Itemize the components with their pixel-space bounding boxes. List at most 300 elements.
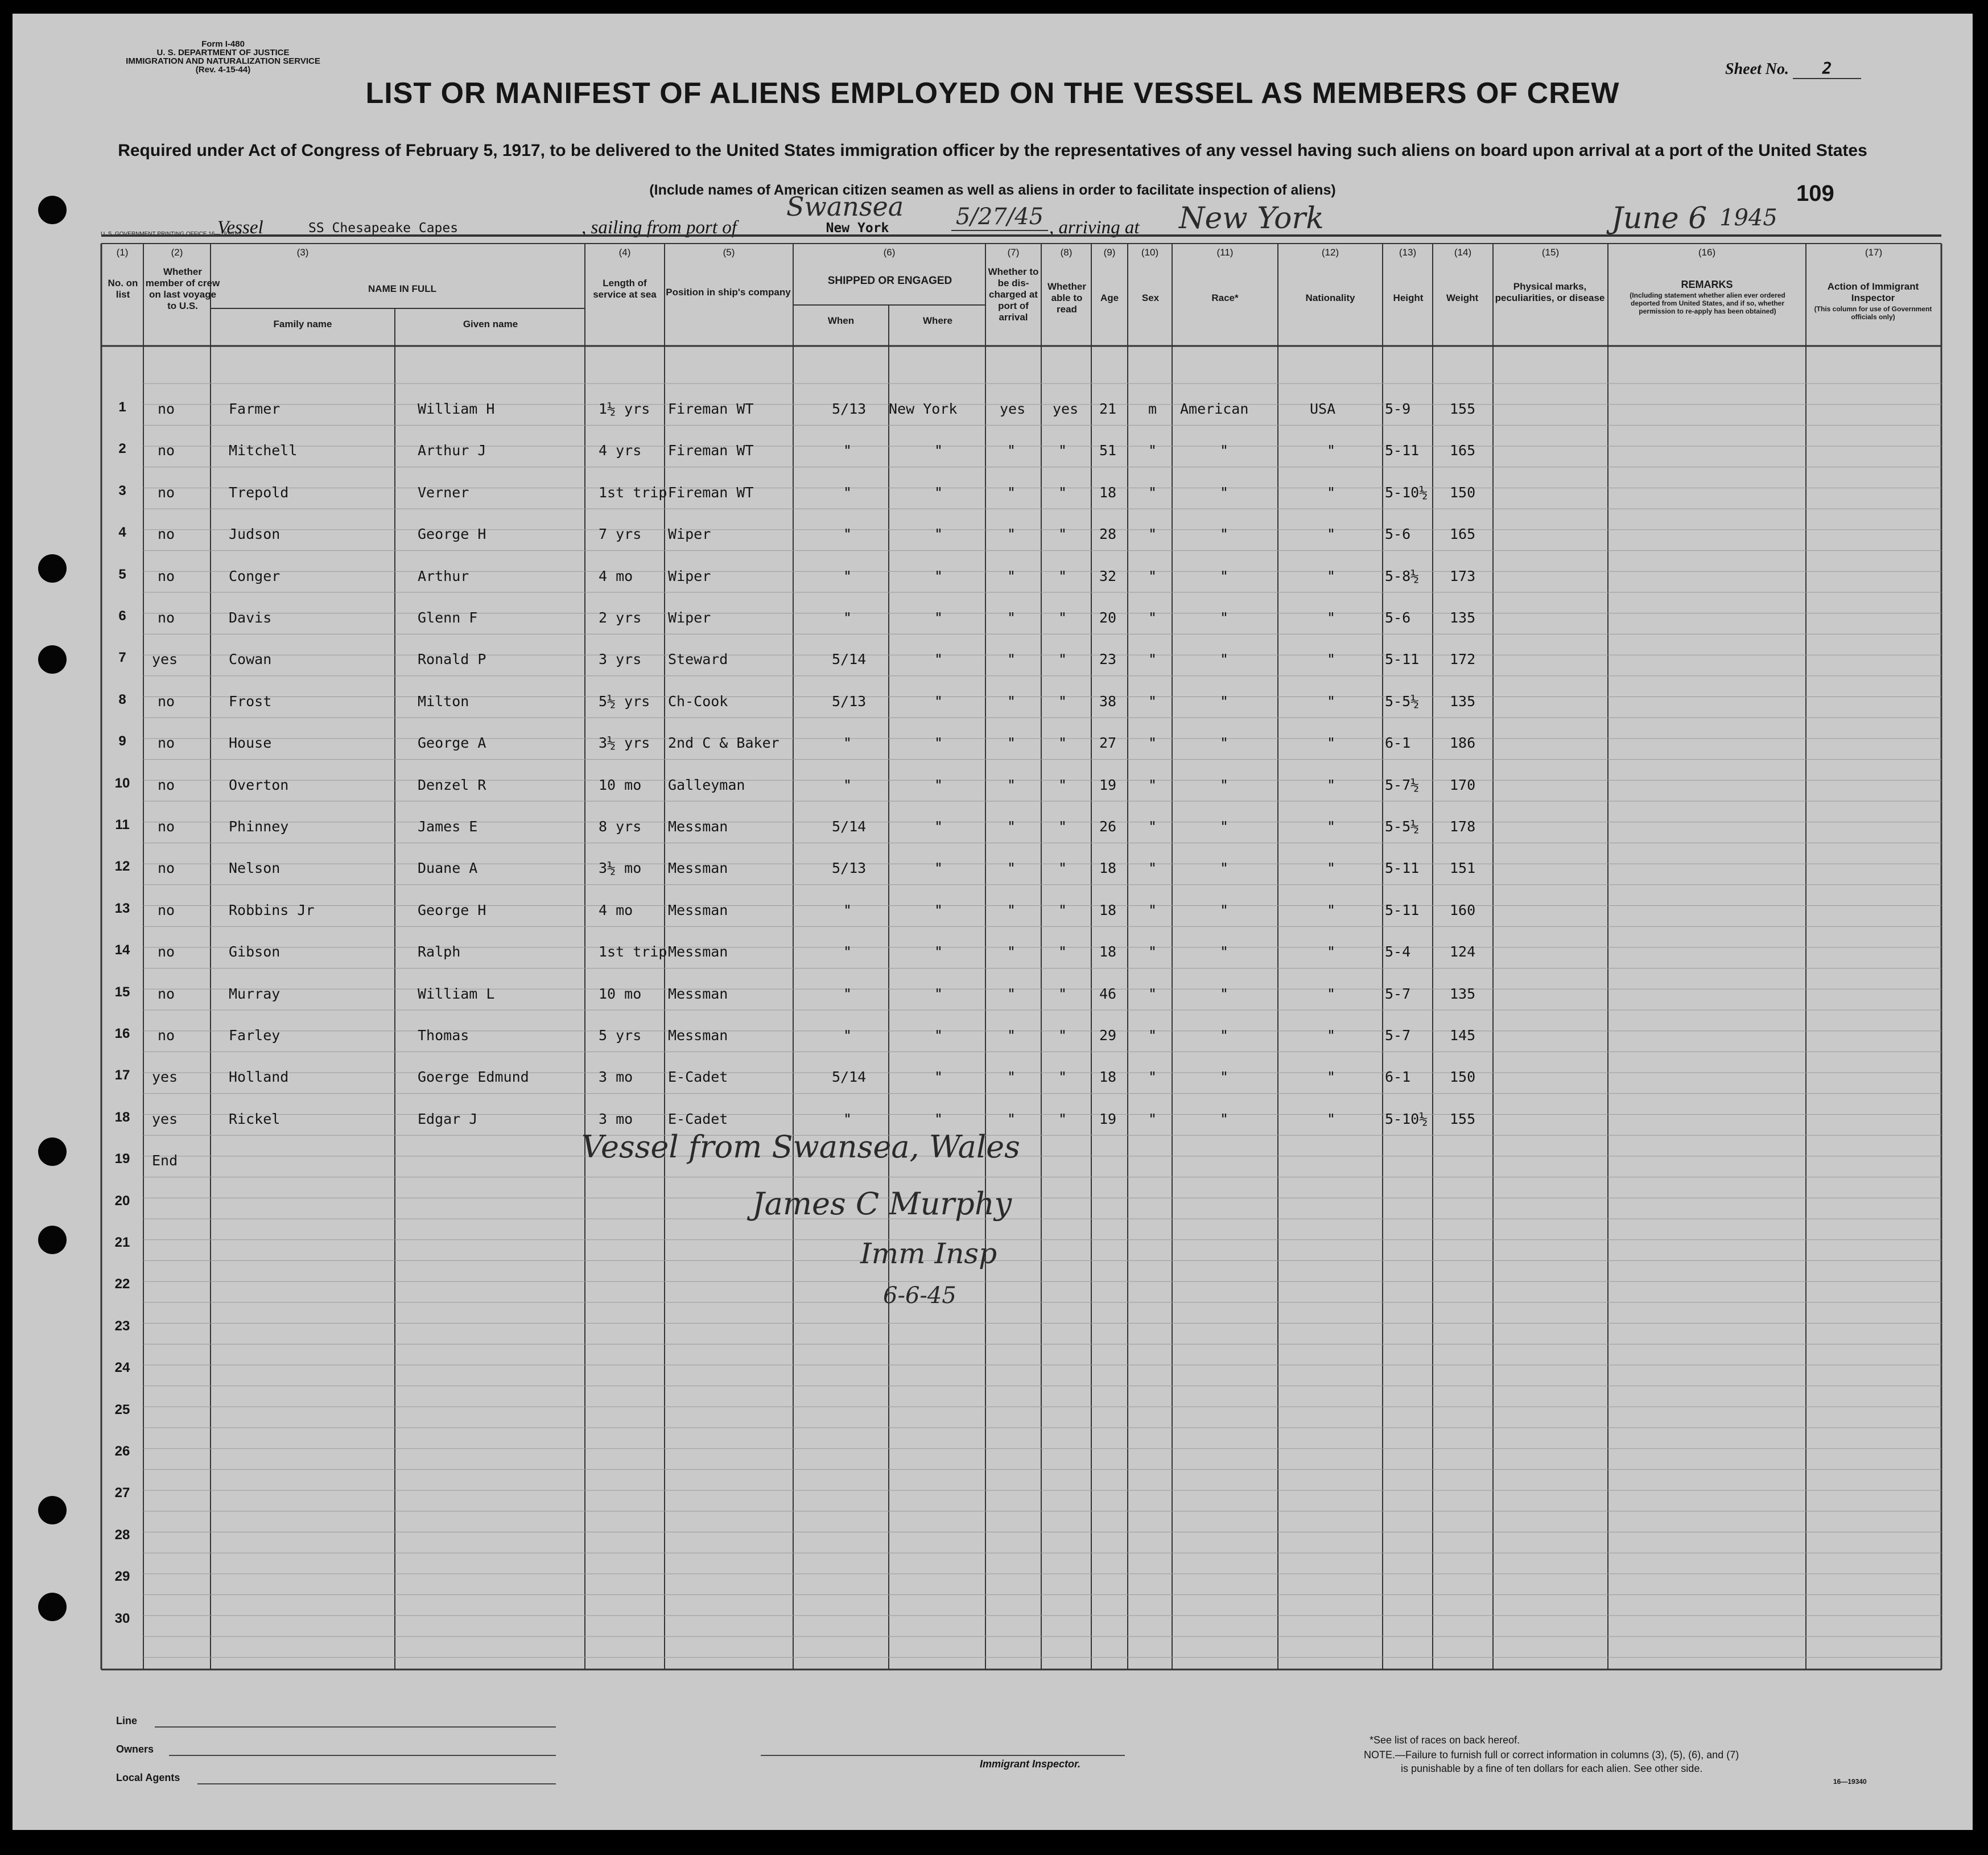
family-name-cell: Murray [229,985,281,1002]
discharged-cell: " [1007,609,1016,626]
nationality-cell: " [1327,1027,1336,1044]
weight-cell: 186 [1450,735,1476,752]
age-cell: 29 [1099,1027,1117,1044]
nationality-cell: " [1327,1069,1336,1086]
row-number: 24 [114,1360,130,1376]
nationality-cell: " [1327,985,1336,1002]
height-cell: 5-10½ [1385,484,1428,501]
able-to-read-cell: " [1058,484,1067,501]
weight-cell: 172 [1450,651,1476,668]
member-cell: no [158,526,175,543]
row-number: 18 [114,1109,130,1125]
given-name-cell: George H [418,901,486,918]
footer-agents-rule [197,1783,556,1784]
discharged-cell: " [1007,442,1016,459]
row-number: 23 [114,1318,130,1334]
race-cell: " [1220,1110,1229,1127]
race-cell: " [1220,567,1229,584]
sailing-label: , sailing from port of [581,217,737,238]
member-cell: yes [152,651,178,668]
position-cell: Galleyman [668,776,745,793]
header-when: When [827,315,855,326]
race-cell: " [1220,484,1229,501]
able-to-read-cell: yes [1053,401,1079,417]
shipped-where-cell: " [934,442,943,459]
shipped-when-cell: 5/13 [832,860,867,877]
family-name-cell: Trepold [229,484,289,501]
row-number: 21 [114,1235,130,1250]
header-length: Length of service at sea [593,278,657,300]
member-cell: no [158,735,175,752]
sail-date: 5/27/45 [951,204,1048,231]
family-name-cell: Mitchell [229,442,298,459]
discharged-cell: " [1007,692,1016,710]
discharged-cell: " [1007,901,1016,918]
annotation-vessel-from: Vessel from Swansea, Wales [581,1129,1020,1165]
length-of-service-cell: 4 mo [599,567,633,584]
vessel-label: Vessel [217,217,263,238]
annotation-title: Imm Insp [860,1237,997,1270]
shipped-when-cell: " [843,1027,852,1044]
weight-cell: 151 [1450,860,1476,877]
position-cell: Messman [668,818,728,835]
row-number: 1 [118,399,126,415]
length-of-service-cell: 4 mo [599,901,633,918]
member-cell: no [158,985,175,1002]
discharged-cell: " [1007,1069,1016,1086]
given-name-cell: William L [418,985,495,1002]
length-of-service-cell: 4 yrs [599,442,642,459]
arrival-date: June 6 [1560,201,1833,237]
nationality-cell: " [1327,609,1336,626]
race-cell: " [1220,442,1229,459]
length-of-service-cell: 3 yrs [599,651,642,668]
race-cell: " [1220,526,1229,543]
header-action: Action of Immigrant Inspector [1827,281,1919,303]
given-name-cell: Arthur [418,567,469,584]
height-cell: 5-5½ [1385,692,1420,710]
row-number: 17 [114,1067,130,1083]
shipped-where-cell: " [934,1027,943,1044]
nationality-cell: " [1327,735,1336,752]
height-cell: 5-6 [1385,526,1411,543]
footer-agents-label: Local Agents [116,1772,180,1783]
arrival-year: 1945 [1719,205,1777,231]
height-cell: 5-5½ [1385,818,1420,835]
length-of-service-cell: 3½ yrs [599,735,650,752]
family-name-cell: House [229,735,272,752]
shipped-where-cell: New York [889,401,958,417]
header-family: Family name [273,319,332,329]
form-service: IMMIGRATION AND NATURALIZATION SERVICE [126,56,320,66]
family-name-cell: Robbins Jr [229,901,315,918]
row-number: 27 [114,1485,130,1501]
height-cell: 5-10½ [1385,1110,1428,1127]
family-name-cell: Judson [229,526,281,543]
able-to-read-cell: " [1058,567,1067,584]
family-name-cell: Frost [229,692,272,710]
family-name-cell: Overton [229,776,289,793]
weight-cell: 170 [1450,776,1476,793]
member-cell: no [158,1027,175,1044]
position-cell: Messman [668,901,728,918]
sex-cell: " [1148,442,1157,459]
position-cell: Ch-Cook [668,692,728,710]
able-to-read-cell: " [1058,651,1067,668]
discharged-cell: " [1007,985,1016,1002]
race-cell: " [1220,985,1229,1002]
column-number: (2) [171,247,183,258]
nationality-cell: " [1327,567,1336,584]
shipped-where-cell: " [934,526,943,543]
row-number: 2 [118,441,126,457]
column-number: (1) [116,247,129,258]
race-cell: " [1220,901,1229,918]
height-cell: 6-1 [1385,1069,1411,1086]
shipped-where-cell: " [934,943,943,961]
able-to-read-cell: " [1058,609,1067,626]
sex-cell: " [1148,735,1157,752]
family-name-cell: Gibson [229,943,281,961]
header-race: Race* [1211,292,1239,303]
column-number: (12) [1321,247,1339,258]
shipped-when-cell: 5/14 [832,651,867,668]
shipped-where-cell: " [934,692,943,710]
nationality-cell: " [1327,818,1336,835]
height-cell: 5-9 [1385,401,1411,417]
shipped-where-cell: " [934,1110,943,1127]
sex-cell: " [1148,526,1157,543]
from-port-handwritten: Swansea [786,191,904,222]
position-cell: Fireman WT [668,442,754,459]
family-name-cell: Cowan [229,651,272,668]
given-name-cell: Ronald P [418,651,486,668]
height-cell: 5-8½ [1385,567,1420,584]
shipped-where-cell: " [934,776,943,793]
shipped-when-cell: " [843,901,852,918]
height-cell: 5-4 [1385,943,1411,961]
given-name-cell: James E [418,818,478,835]
weight-cell: 155 [1450,401,1476,417]
height-cell: 5-11 [1385,901,1420,918]
weight-cell: 165 [1450,442,1476,459]
age-cell: 18 [1099,1069,1117,1086]
race-cell: " [1220,776,1229,793]
member-cell: no [158,818,175,835]
weight-cell: 178 [1450,818,1476,835]
family-name-cell: Nelson [229,860,281,877]
row-number: 13 [114,900,130,916]
page-title: LIST OR MANIFEST OF ALIENS EMPLOYED ON THE VESSEL AS MEMBERS OF CREW [365,77,1620,110]
footer-line-label: Line [116,1715,138,1726]
shipped-when-cell: 5/13 [832,401,867,417]
height-cell: 5-11 [1385,651,1420,668]
arriving-label: , arriving at [1049,217,1140,238]
column-number: (7) [1007,247,1020,258]
weight-cell: 173 [1450,567,1476,584]
given-name-cell: George A [418,735,486,752]
column-number: (15) [1541,247,1560,258]
length-of-service-cell: 10 mo [599,985,642,1002]
row-number: 14 [114,942,130,958]
position-cell: Messman [668,985,728,1002]
member-cell: End [152,1152,178,1169]
row-number: 20 [114,1193,130,1209]
header-height: Height [1393,292,1424,303]
family-name-cell: Farmer [229,401,281,417]
length-of-service-cell: 2 yrs [599,609,642,626]
shipped-where-cell: " [934,985,943,1002]
header-shipped: SHIPPED OR ENGAGED [827,275,952,287]
column-number: (8) [1060,247,1073,258]
position-cell: Fireman WT [668,484,754,501]
header-read: Whether able to read [1047,281,1086,315]
length-of-service-cell: 7 yrs [599,526,642,543]
footer-owners-label: Owners [116,1743,154,1755]
position-cell: E-Cadet [668,1069,728,1086]
form-number: Form I-480 [201,39,245,49]
member-cell: no [158,692,175,710]
shipped-where-cell: " [934,651,943,668]
able-to-read-cell: " [1058,776,1067,793]
member-cell: no [158,484,175,501]
race-cell: " [1220,692,1229,710]
shipped-where-cell: " [934,567,943,584]
row-number: 11 [115,817,130,832]
position-cell: Messman [668,860,728,877]
able-to-read-cell: " [1058,943,1067,961]
column-number: (14) [1454,247,1472,258]
row-number: 15 [114,984,130,1000]
height-cell: 5-7 [1385,985,1411,1002]
family-name-cell: Farley [229,1027,281,1044]
age-cell: 28 [1099,526,1117,543]
length-of-service-cell: 1st trip [599,484,667,501]
row-number: 8 [118,691,126,707]
position-cell: 2nd C & Baker [668,735,779,752]
header-no: No. on list [108,278,138,300]
position-cell: Wiper [668,526,711,543]
able-to-read-cell: " [1058,735,1067,752]
row-number: 16 [114,1026,130,1041]
discharged-cell: " [1007,735,1016,752]
given-name-cell: Thomas [418,1027,469,1044]
given-name-cell: Verner [418,484,469,501]
able-to-read-cell: " [1058,860,1067,877]
length-of-service-cell: 5 yrs [599,1027,642,1044]
discharged-cell: " [1007,943,1016,961]
shipped-when-cell: " [843,943,852,961]
length-of-service-cell: 3½ mo [599,860,642,877]
given-name-cell: Duane A [418,860,478,877]
discharged-cell: " [1007,651,1016,668]
age-cell: 18 [1099,484,1117,501]
header-age: Age [1100,292,1119,303]
annotation-date: 6-6-45 [883,1283,956,1309]
age-cell: 19 [1099,1110,1117,1127]
able-to-read-cell: " [1058,526,1067,543]
race-cell: " [1220,1069,1229,1086]
age-cell: 18 [1099,901,1117,918]
member-cell: no [158,401,175,417]
nationality-cell: " [1327,901,1336,918]
nationality-cell: " [1327,526,1336,543]
shipped-when-cell: 5/13 [832,692,867,710]
member-cell: no [158,567,175,584]
inspector-label: Immigrant Inspector. [980,1758,1081,1770]
able-to-read-cell: " [1058,1069,1067,1086]
position-cell: Steward [668,651,728,668]
weight-cell: 135 [1450,609,1476,626]
row-number: 3 [118,483,126,498]
column-number: (5) [723,247,735,258]
header-member: Whether member of crew on last voyage to U.S. [145,266,220,311]
weight-cell: 150 [1450,484,1476,501]
able-to-read-cell: " [1058,442,1067,459]
length-of-service-cell: 3 mo [599,1110,633,1127]
family-name-cell: Phinney [229,818,289,835]
given-name-cell: Glenn F [418,609,478,626]
arrival-port: New York [1173,201,1554,237]
row-number: 12 [114,859,130,875]
given-name-cell: William H [418,401,495,417]
family-name-cell: Holland [229,1069,289,1086]
shipped-where-cell: " [934,818,943,835]
nationality-cell: " [1327,442,1336,459]
length-of-service-cell: 10 mo [599,776,642,793]
shipped-when-cell: " [843,526,852,543]
height-cell: 5-7½ [1385,776,1420,793]
position-cell: Wiper [668,567,711,584]
weight-cell: 124 [1450,943,1476,961]
subtitle-note: (Include names of American citizen seamen as well as aliens in order to facilitate inspection of aliens) [649,182,1336,198]
discharged-cell: " [1007,484,1016,501]
sheet-number-label: Sheet No. 2 [1725,59,1861,79]
sheet-number: 2 [1793,59,1861,79]
shipped-when-cell: " [843,484,852,501]
nationality-cell: " [1327,776,1336,793]
shipped-where-cell: " [934,860,943,877]
length-of-service-cell: 3 mo [599,1069,633,1086]
age-cell: 23 [1099,651,1117,668]
position-cell: Messman [668,1027,728,1044]
sex-cell: " [1148,567,1157,584]
column-number: (10) [1141,247,1159,258]
weight-cell: 160 [1450,901,1476,918]
row-number: 4 [118,525,126,541]
discharged-cell: yes [1000,401,1026,417]
discharged-cell: " [1007,860,1016,877]
column-number: (11) [1216,247,1234,258]
sex-cell: " [1148,818,1157,835]
member-cell: no [158,776,175,793]
column-number: (13) [1399,247,1417,258]
row-number: 22 [114,1276,130,1292]
shipped-when-cell: 5/14 [832,818,867,835]
shipped-when-cell: " [843,985,852,1002]
length-of-service-cell: 8 yrs [599,818,642,835]
nationality-cell: " [1327,1110,1336,1127]
member-cell: no [158,609,175,626]
manifest-sheet [13,14,1973,1830]
nationality-cell: " [1327,484,1336,501]
header-discharged: Whether to be dis-charged at port of arrival [988,266,1039,323]
row-number: 30 [114,1610,130,1626]
discharged-cell: " [1007,1110,1016,1127]
header-given: Given name [463,319,518,329]
nationality-cell: " [1327,651,1336,668]
sex-cell: " [1148,860,1157,877]
column-number: (6) [883,247,896,258]
shipped-where-cell: " [934,609,943,626]
member-cell: no [158,860,175,877]
sex-cell: " [1148,484,1157,501]
given-name-cell: Goerge Edmund [418,1069,529,1086]
row-number: 28 [114,1527,130,1543]
footer-line-rule [155,1726,556,1728]
shipped-where-cell: " [934,901,943,918]
header-remarks: REMARKS [1681,279,1733,290]
family-name-cell: Conger [229,567,281,584]
sex-cell: " [1148,1027,1157,1044]
weight-cell: 135 [1450,985,1476,1002]
sex-cell: " [1148,901,1157,918]
age-cell: 26 [1099,818,1117,835]
shipped-when-cell: " [843,1110,852,1127]
form-revision: (Rev. 4-15-44) [195,65,251,75]
member-cell: no [158,943,175,961]
position-cell: Wiper [668,609,711,626]
header-where: Where [923,315,952,326]
able-to-read-cell: " [1058,985,1067,1002]
given-name-cell: Ralph [418,943,461,961]
header-sex: Sex [1141,292,1160,303]
form-dept: U. S. DEPARTMENT OF JUSTICE [156,48,290,57]
penalty-note: NOTE.—Failure to furnish full or correct information in columns (3), (5), (6), and (7) [1364,1749,1739,1761]
given-name-cell: Edgar J [418,1110,478,1127]
age-cell: 18 [1099,860,1117,877]
penalty-note-cont: is punishable by a fine of ten dollars for each alien. See other side. [1401,1763,1703,1774]
age-cell: 19 [1099,776,1117,793]
sex-cell: " [1148,943,1157,961]
row-number: 29 [114,1569,130,1585]
position-cell: Fireman WT [668,401,754,417]
length-of-service-cell: 1st trip [599,943,667,961]
age-cell: 46 [1099,985,1117,1002]
shipped-where-cell: " [934,1069,943,1086]
header-physical: Physical marks, peculiarities, or disease [1495,281,1605,303]
age-cell: 51 [1099,442,1117,459]
annotation-signature: James C Murphy [752,1186,1012,1222]
sex-cell: m [1148,401,1157,417]
height-cell: 5-11 [1385,442,1420,459]
member-cell: no [158,901,175,918]
family-name-cell: Rickel [229,1110,281,1127]
footer-owners-rule [169,1755,556,1756]
given-name-cell: Milton [418,692,469,710]
header-remarks-note: (Including statement whether alien ever ordered deported from United States, and if so, whether permission to re-apply has been obtained) [1630,291,1785,315]
age-cell: 18 [1099,943,1117,961]
position-cell: E-Cadet [668,1110,728,1127]
height-cell: 6-1 [1385,735,1411,752]
able-to-read-cell: " [1058,901,1067,918]
discharged-cell: " [1007,818,1016,835]
from-port-typed: New York [764,221,951,237]
length-of-service-cell: 5½ yrs [599,692,650,710]
age-cell: 32 [1099,567,1117,584]
weight-cell: 165 [1450,526,1476,543]
race-cell: American [1180,401,1249,417]
